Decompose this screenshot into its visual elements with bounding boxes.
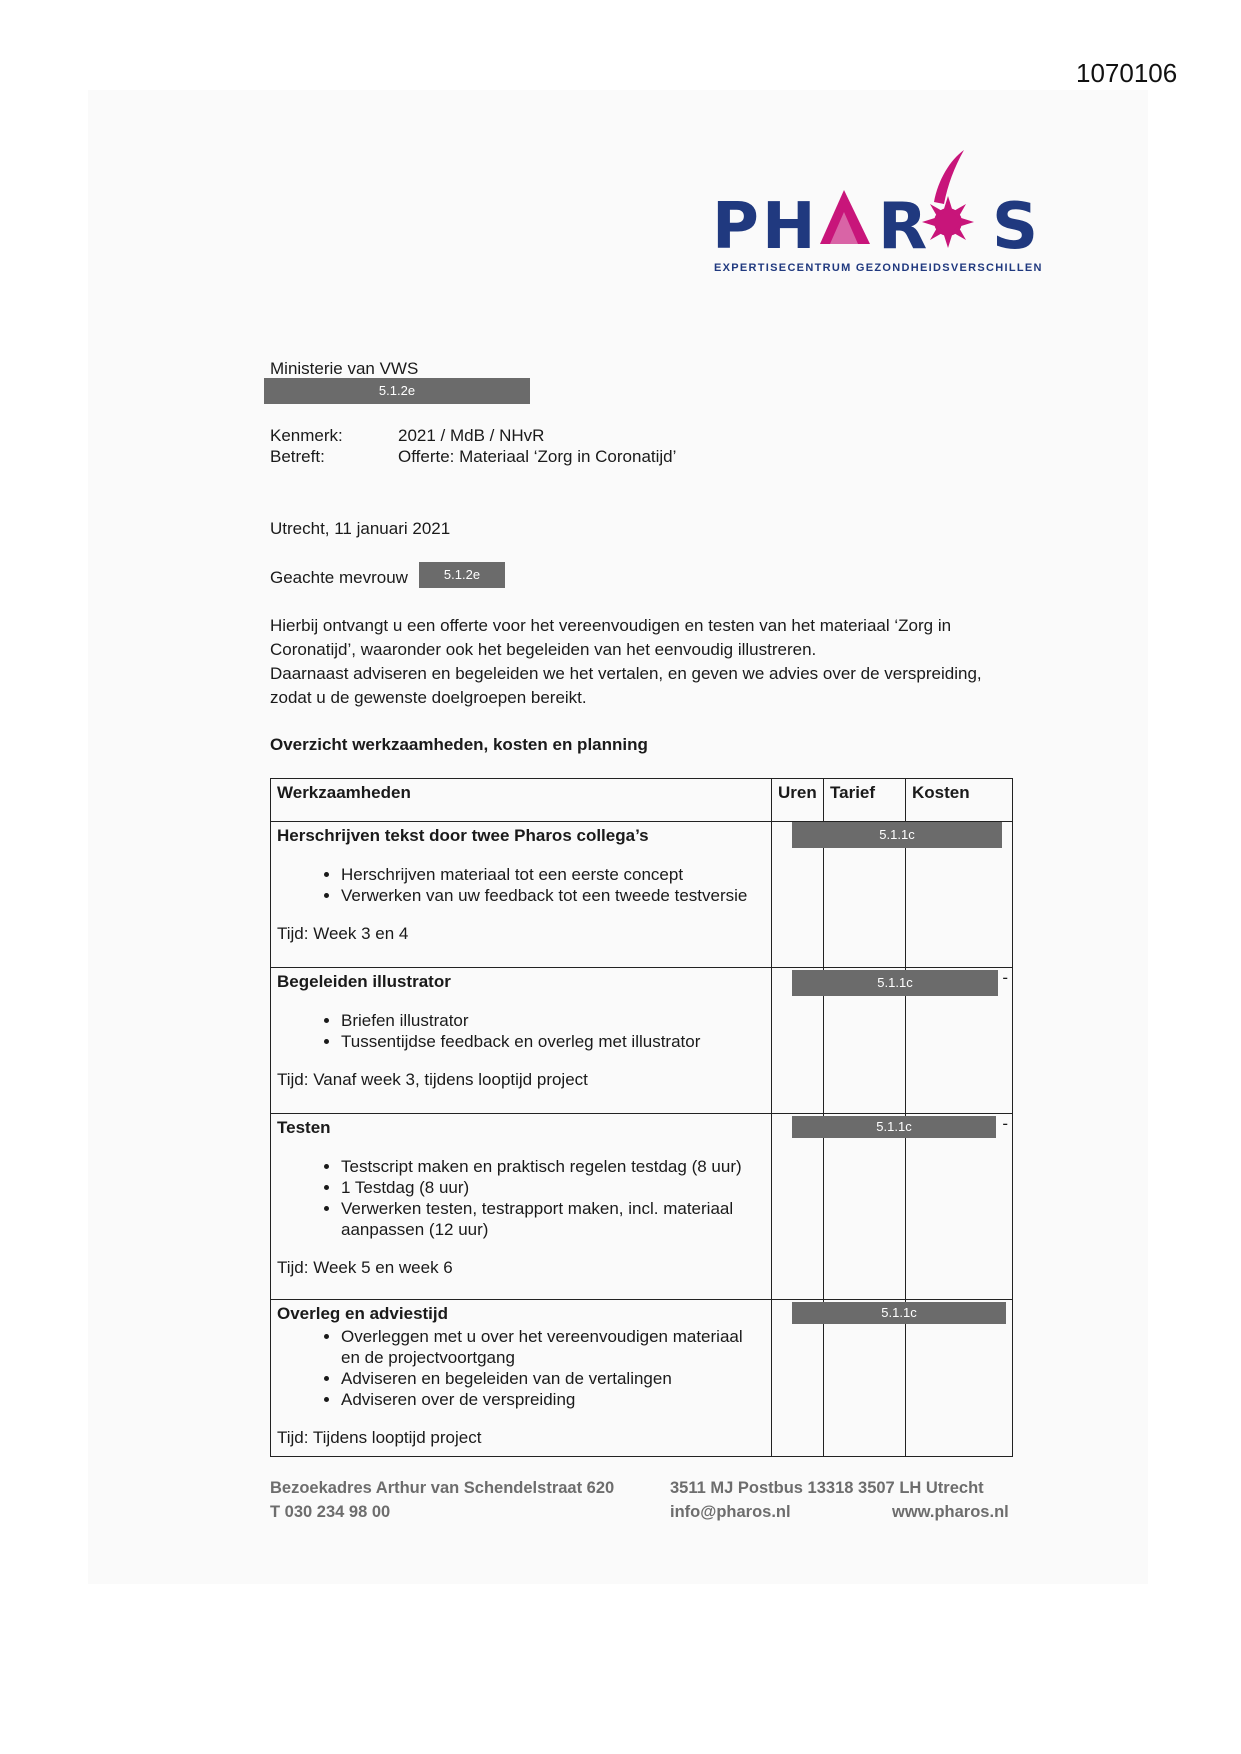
task-description [271,1114,772,1300]
list-item: • Herschrijven materiaal tot een eerste concept [341,864,765,885]
salutation-redaction: 5.1.2e [419,562,505,588]
list-item: • Tussentijdse feedback en overleg met illustrator [341,1031,765,1052]
trailing-mark: - [1002,968,1008,987]
header-kosten: Kosten [906,779,1013,822]
table-row [271,1300,1013,1457]
cost-redaction: 5.1.1c [792,1302,1006,1324]
list-item: • Adviseren over de verspreiding [341,1389,765,1410]
task-title: Testen [277,1118,331,1137]
logo-letter-s: S [992,190,1039,264]
footer-address: Bezoekadres Arthur van Schendelstraat 620 [270,1479,615,1497]
task-bullets [277,1326,765,1410]
uren-cell [772,968,913,1114]
work-table [270,778,1013,1457]
uren-cell [772,822,915,968]
table-row [271,1114,1013,1300]
logo-letter-h: H [762,190,816,264]
betreft-line [270,446,676,467]
kosten-cell [906,1114,1013,1300]
trailing-mark: - [1002,1114,1008,1133]
pharos-logo [712,140,1052,280]
logo-star-shape [922,196,974,248]
header-werkzaamheden: Werkzaamheden [271,779,772,822]
table-row [271,968,1013,1114]
task-title: Herschrijven tekst door twee Pharos collega’s [277,826,649,845]
uren-cell [772,1300,917,1457]
kenmerk-label: Kenmerk: [270,426,343,445]
tarief-cell [824,1114,906,1300]
task-title: Overleg en adviestijd [277,1304,449,1323]
list-item: • Verwerken testen, testrapport maken, incl. materiaal aanpassen (12 uur) [341,1198,765,1240]
logo-flame-shape [934,150,964,204]
task-description [271,822,772,968]
task-bullets [277,1156,765,1240]
footer-website[interactable]: www.pharos.nl [892,1503,1009,1521]
recipient-organisation: Ministerie van VWS [270,359,419,378]
betreft-value: Offerte: Materiaal ‘Zorg in Coronatijd’ [398,447,677,466]
task-time: Tijd: Week 3 en 4 [277,924,409,943]
footer-phone: T 030 234 98 00 [270,1503,391,1521]
cost-redaction: 5.1.1c [792,970,998,996]
logo-letter-p: P [712,190,759,264]
betreft-label: Betreft: [270,447,325,466]
task-bullets [277,1010,765,1052]
intro-line: Hierbij ontvangt u een offerte voor het vereenvoudigen en testen van het materiaal ‘Zorg in [270,616,952,635]
intro-line: Coronatijd’, waaronder ook het begeleiden van het eenvoudig illustreren. [270,640,817,659]
list-item: • Overleggen met u over het vereenvoudigen materiaal en de projectvoortgang [341,1326,765,1368]
intro-line: zodat u de gewenste doelgroepen bereikt. [270,688,587,707]
cost-redaction: 5.1.1c [792,822,1002,848]
task-time: Tijd: Week 5 en week 6 [277,1258,453,1277]
footer-email[interactable]: info@pharos.nl [670,1503,791,1521]
intro-paragraph [270,614,1050,710]
header-uren: Uren [772,779,824,822]
overview-heading: Overzicht werkzaamheden, kosten en planning [270,735,648,754]
task-bullets [277,864,765,906]
list-item: • Verwerken van uw feedback tot een tweede testversie [341,885,765,906]
table-row [271,822,1013,968]
recipient-redaction: 5.1.2e [264,378,530,404]
task-title: Begeleiden illustrator [277,972,451,991]
task-time: Tijd: Tijdens looptijd project [277,1428,482,1447]
table-header-row [271,779,1013,822]
uren-cell [772,1114,912,1300]
document-number: 1070106 [1076,58,1178,88]
footer-postal: 3511 MJ Postbus 13318 3507 LH Utrecht [670,1479,984,1497]
logo-letter-r: R [878,190,928,264]
date-line: Utrecht, 11 januari 2021 [270,519,451,538]
logo-tagline: EXPERTISECENTRUM GEZONDHEIDSVERSCHILLEN [714,262,1043,274]
salutation: Geachte mevrouw [270,568,408,587]
list-item: • 1 Testdag (8 uur) [341,1177,765,1198]
list-item: • Adviseren en begeleiden van de vertalingen [341,1368,765,1389]
task-time: Tijd: Vanaf week 3, tijdens looptijd project [277,1070,588,1089]
kenmerk-value: 2021 / MdB / NHvR [398,426,545,445]
task-description [271,1300,772,1457]
list-item: • Testscript maken en praktisch regelen testdag (8 uur) [341,1156,765,1177]
intro-line: Daarnaast adviseren en begeleiden we het vertalen, en geven we advies over de verspreiding, [270,664,982,683]
header-tarief: Tarief [824,779,906,822]
cost-redaction: 5.1.1c [792,1116,996,1138]
list-item: • Briefen illustrator [341,1010,765,1031]
kenmerk-line [270,425,544,446]
task-description [271,968,772,1114]
